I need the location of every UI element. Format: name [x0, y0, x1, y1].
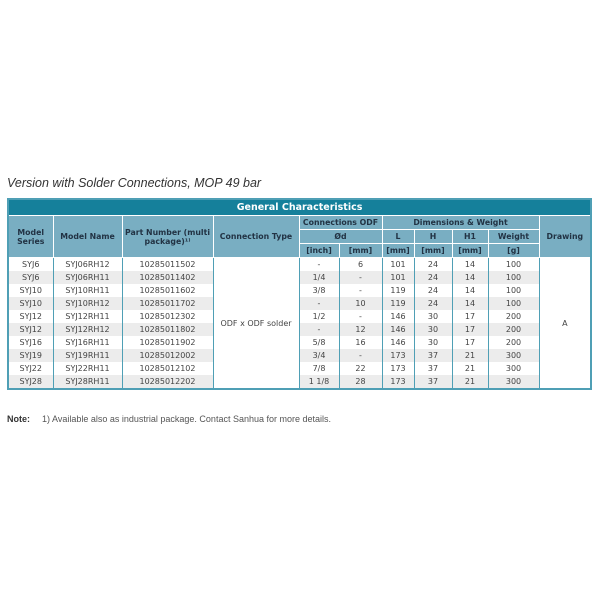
- cell-weight: 200: [488, 323, 539, 336]
- header-connection-type: Connection Type: [213, 216, 299, 258]
- cell-height: 24: [414, 258, 452, 272]
- header-h: H: [414, 230, 452, 244]
- cell-weight: 100: [488, 258, 539, 272]
- cell-weight: 100: [488, 271, 539, 284]
- table-row: [8, 323, 591, 336]
- cell-model-name: SYJ06RH11: [53, 271, 122, 284]
- cell-weight: 100: [488, 297, 539, 310]
- cell-connection-type: ODF x ODF solder: [213, 258, 299, 390]
- header-dimensions-weight: Dimensions & Weight: [382, 216, 539, 230]
- cell-model-name: SYJ22RH11: [53, 362, 122, 375]
- cell-height: 24: [414, 284, 452, 297]
- table-row: [8, 310, 591, 323]
- cell-length: 146: [382, 323, 414, 336]
- header-part-number: Part Number (multi package)¹⁾: [122, 216, 213, 258]
- cell-od-inch: 1 1/8: [299, 375, 339, 389]
- cell-length: 173: [382, 362, 414, 375]
- cell-height-h1: 14: [452, 258, 488, 272]
- cell-model-series: SYJ19: [8, 349, 53, 362]
- cell-model-name: SYJ19RH11: [53, 349, 122, 362]
- cell-od-mm: 10: [339, 297, 382, 310]
- table-row: [8, 362, 591, 375]
- cell-height-h1: 14: [452, 271, 488, 284]
- table-row: [8, 336, 591, 349]
- header-drawing: Drawing: [539, 216, 591, 258]
- cell-weight: 300: [488, 362, 539, 375]
- cell-od-mm: 28: [339, 375, 382, 389]
- unit-mm-l: [mm]: [382, 244, 414, 258]
- cell-od-inch: -: [299, 323, 339, 336]
- header-connections-odf: Connections ODF: [299, 216, 382, 230]
- cell-model-name: SYJ16RH11: [53, 336, 122, 349]
- note-label: Note:: [7, 414, 30, 424]
- cell-model-name: SYJ12RH12: [53, 323, 122, 336]
- unit-mm-h1: [mm]: [452, 244, 488, 258]
- cell-model-series: SYJ22: [8, 362, 53, 375]
- cell-od-inch: -: [299, 258, 339, 272]
- cell-height: 30: [414, 323, 452, 336]
- cell-length: 146: [382, 310, 414, 323]
- cell-length: 146: [382, 336, 414, 349]
- cell-od-mm: -: [339, 310, 382, 323]
- cell-height: 37: [414, 375, 452, 389]
- cell-od-mm: 12: [339, 323, 382, 336]
- cell-model-series: SYJ16: [8, 336, 53, 349]
- cell-model-name: SYJ12RH11: [53, 310, 122, 323]
- cell-model-series: SYJ12: [8, 310, 53, 323]
- header-h1: H1: [452, 230, 488, 244]
- cell-part-number: 10285011402: [122, 271, 213, 284]
- cell-length: 119: [382, 284, 414, 297]
- cell-model-name: SYJ10RH11: [53, 284, 122, 297]
- cell-height-h1: 21: [452, 362, 488, 375]
- table-subtitle: Version with Solder Connections, MOP 49 bar: [7, 176, 262, 190]
- cell-height-h1: 14: [452, 284, 488, 297]
- cell-height: 30: [414, 336, 452, 349]
- cell-height-h1: 17: [452, 310, 488, 323]
- cell-height-h1: 17: [452, 336, 488, 349]
- table-row: [8, 258, 591, 272]
- cell-part-number: 10285012102: [122, 362, 213, 375]
- cell-model-series: SYJ10: [8, 297, 53, 310]
- cell-od-inch: 1/4: [299, 271, 339, 284]
- cell-od-mm: -: [339, 284, 382, 297]
- header-model-series: Model Series: [8, 216, 53, 258]
- cell-length: 173: [382, 375, 414, 389]
- cell-od-inch: 1/2: [299, 310, 339, 323]
- cell-height-h1: 17: [452, 323, 488, 336]
- cell-height-h1: 14: [452, 297, 488, 310]
- cell-model-name: SYJ28RH11: [53, 375, 122, 389]
- cell-od-mm: -: [339, 349, 382, 362]
- note-text: 1) Available also as industrial package. Contact Sanhua for more details.: [42, 414, 332, 424]
- cell-weight: 100: [488, 284, 539, 297]
- cell-length: 119: [382, 297, 414, 310]
- cell-height: 30: [414, 310, 452, 323]
- cell-height-h1: 21: [452, 349, 488, 362]
- cell-length: 101: [382, 258, 414, 272]
- cell-od-inch: -: [299, 297, 339, 310]
- header-model-name: Model Name: [53, 216, 122, 258]
- cell-part-number: 10285011702: [122, 297, 213, 310]
- cell-length: 101: [382, 271, 414, 284]
- cell-part-number: 10285011602: [122, 284, 213, 297]
- cell-od-inch: 5/8: [299, 336, 339, 349]
- cell-model-name: SYJ06RH12: [53, 258, 122, 272]
- cell-weight: 300: [488, 349, 539, 362]
- cell-weight: 300: [488, 375, 539, 389]
- cell-part-number: 10285011902: [122, 336, 213, 349]
- cell-od-inch: 3/4: [299, 349, 339, 362]
- cell-length: 173: [382, 349, 414, 362]
- unit-inch: [inch]: [299, 244, 339, 258]
- cell-model-series: SYJ12: [8, 323, 53, 336]
- unit-mm-h: [mm]: [414, 244, 452, 258]
- table-row: [8, 375, 591, 389]
- unit-g: [g]: [488, 244, 539, 258]
- cell-height-h1: 21: [452, 375, 488, 389]
- cell-model-name: SYJ10RH12: [53, 297, 122, 310]
- cell-height: 24: [414, 297, 452, 310]
- cell-od-mm: 22: [339, 362, 382, 375]
- cell-height: 37: [414, 349, 452, 362]
- cell-model-series: SYJ10: [8, 284, 53, 297]
- cell-weight: 200: [488, 310, 539, 323]
- cell-od-mm: 16: [339, 336, 382, 349]
- cell-height: 37: [414, 362, 452, 375]
- cell-drawing: A: [539, 258, 591, 390]
- cell-model-series: SYJ6: [8, 258, 53, 272]
- header-weight: Weight: [488, 230, 539, 244]
- cell-part-number: 10285012002: [122, 349, 213, 362]
- cell-weight: 200: [488, 336, 539, 349]
- unit-mm: [mm]: [339, 244, 382, 258]
- cell-height: 24: [414, 271, 452, 284]
- table-row: [8, 297, 591, 310]
- cell-od-mm: -: [339, 271, 382, 284]
- header-od: Ød: [299, 230, 382, 244]
- header-l: L: [382, 230, 414, 244]
- table-row: [8, 271, 591, 284]
- table-row: [8, 284, 591, 297]
- footnote: [7, 414, 331, 424]
- cell-part-number: 10285012202: [122, 375, 213, 389]
- cell-model-series: SYJ6: [8, 271, 53, 284]
- cell-part-number: 10285011502: [122, 258, 213, 272]
- cell-model-series: SYJ28: [8, 375, 53, 389]
- general-characteristics-table: [7, 198, 592, 390]
- cell-od-inch: 3/8: [299, 284, 339, 297]
- table-row: [8, 349, 591, 362]
- cell-od-mm: 6: [339, 258, 382, 272]
- cell-part-number: 10285011802: [122, 323, 213, 336]
- cell-part-number: 10285012302: [122, 310, 213, 323]
- table-title: General Characteristics: [8, 199, 591, 216]
- cell-od-inch: 7/8: [299, 362, 339, 375]
